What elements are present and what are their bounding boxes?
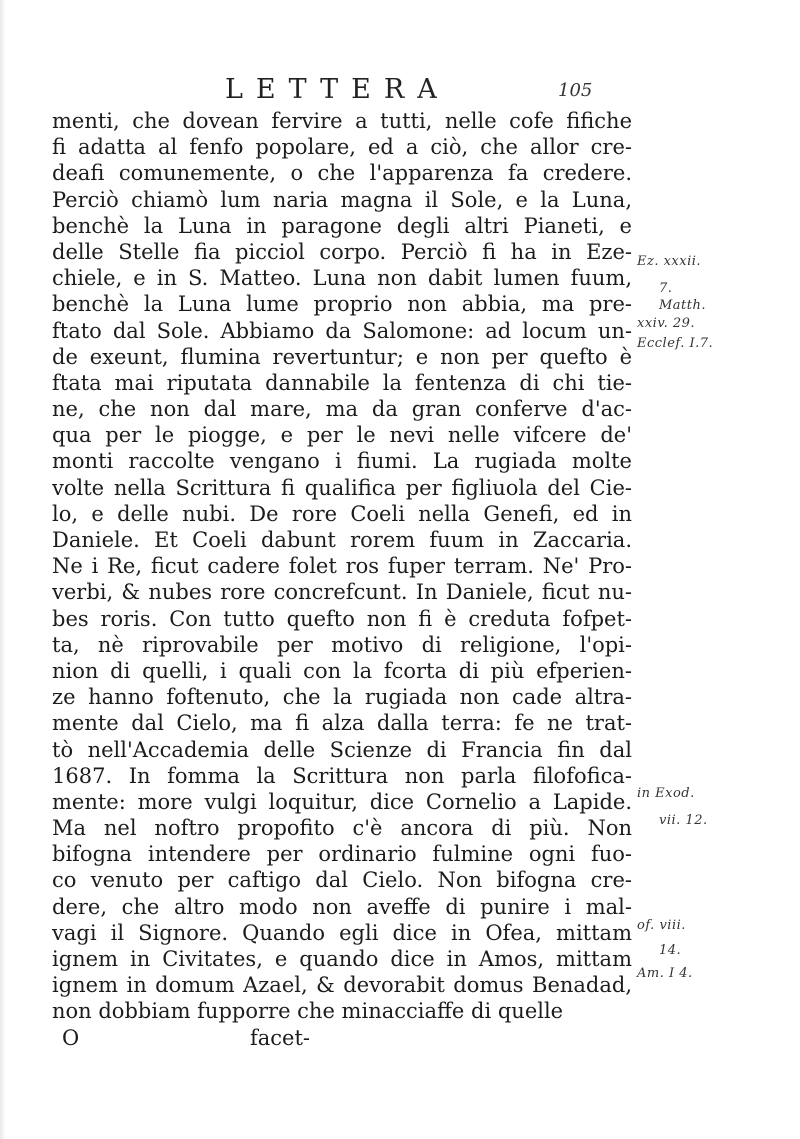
text-line: lo, e delle nubi. De rore Coeli nella Genefi, ed in <box>52 501 632 526</box>
text-line: qua per le piogge, e per le nevi nelle vifcere de' <box>52 423 632 448</box>
text-line: Ne i Re, ficut cadere folet ros fuper terram. Ne' Pro- <box>52 554 632 579</box>
margin-note: xxiv. 29. <box>637 316 696 331</box>
margin-note: in Exod. <box>637 786 695 801</box>
text-line: deafi comunemente, o che l'apparenza fa credere. <box>52 161 632 186</box>
text-line: benchè la Luna lume proprio non abbia, ma pre- <box>52 292 632 317</box>
text-line: ftato dal Sole. Abbiamo da Salomone: ad locum un- <box>52 318 632 343</box>
margin-note: 14. <box>659 943 682 958</box>
margin-note: vii. 12. <box>659 813 708 828</box>
text-line: ignem in Civitates, e quando dice in Amos, mittam <box>52 947 632 971</box>
page-edge <box>0 0 6 1139</box>
margin-note: Am. I 4. <box>637 966 693 981</box>
text-line: non dobbiam fupporre che minacciaffe di quelle <box>52 999 564 1024</box>
body-text <box>52 108 632 1051</box>
margin-note: 7. <box>659 281 673 296</box>
text-line: monti raccolte vengano i fiumi. La rugiada molte <box>52 449 632 474</box>
text-line: mente dal Cielo, ma fi alza dalla terra: fe ne trat- <box>52 711 632 736</box>
text-line: volte nella Scrittura fi qualifica per figliuola del Cie- <box>52 475 632 500</box>
text-line: ignem in domum Azael, & devorabit domus Benadad, <box>52 973 632 998</box>
margin-note: of. viii. <box>637 918 686 933</box>
text-line: mente: more vulgi loquitur, dice Cornelio a Lapide. <box>52 789 632 814</box>
margin-note: Matth. <box>659 298 707 313</box>
catchword: facet- <box>250 1025 311 1050</box>
text-line: Ma nel noftro propofito c'è ancora di più. Non <box>52 816 632 841</box>
text-line: Daniele. Et Coeli dabunt rorem fuum in Zaccaria. <box>52 528 632 552</box>
text-line: benchè la Luna in paragone degli altri Pianeti, e <box>52 213 632 238</box>
page-number: 105 <box>558 80 593 101</box>
text-line: Perciò chiamò lum naria magna il Sole, e la Luna, <box>52 187 632 212</box>
text-line: 1687. In fomma la Scrittura non parla filofofica- <box>52 763 632 788</box>
text-line: vagi il Signore. Quando egli dice in Ofea, mittam <box>52 920 632 945</box>
text-line: de exeunt, flumina revertuntur; e non per quefto è <box>52 344 632 369</box>
text-line: tò nell'Accademia delle Scienze di Francia fin dal <box>52 737 632 762</box>
running-title: LETTERA <box>225 74 450 105</box>
page-footer <box>52 1025 632 1051</box>
text-line: fi adatta al fenfo popolare, ed a ciò, che allor cre- <box>52 135 632 160</box>
text-line: ftata mai riputata dannabile la fentenza di chi tie- <box>52 370 632 395</box>
text-line: verbi, & nubes rore concrefcunt. In Daniele, ficut nu- <box>52 580 632 605</box>
text-line: bes roris. Con tutto quefto non fi è creduta fofpet- <box>52 606 632 631</box>
text-line: delle Stelle fia picciol corpo. Perciò fi ha in Eze- <box>52 239 632 264</box>
margin-note: Ez. xxxii. <box>637 254 702 269</box>
text-line: ne, che non dal mare, ma da gran conferve d'ac- <box>52 397 632 422</box>
signature-mark: O <box>62 1025 80 1050</box>
text-line: ta, nè riprovabile per motivo di religione, l'opi- <box>52 632 632 657</box>
text-line: ze hanno foftenuto, che la rugiada non cade altra- <box>52 685 632 710</box>
text-line: nion di quelli, i quali con la fcorta di più efperien- <box>52 658 632 683</box>
text-line: dere, che altro modo non aveffe di punire i mal- <box>52 894 632 919</box>
text-line: co venuto per caftigo dal Cielo. Non bifogna cre- <box>52 868 632 893</box>
margin-notes <box>637 0 797 1139</box>
text-line: menti, che dovean fervire a tutti, nelle cofe fifiche <box>52 109 632 133</box>
margin-note: Ecclef. I.7. <box>637 336 714 351</box>
text-line: bifogna intendere per ordinario fulmine ogni fuo- <box>52 842 632 867</box>
text-line: chiele, e in S. Matteo. Luna non dabit lumen fuum, <box>52 266 632 291</box>
